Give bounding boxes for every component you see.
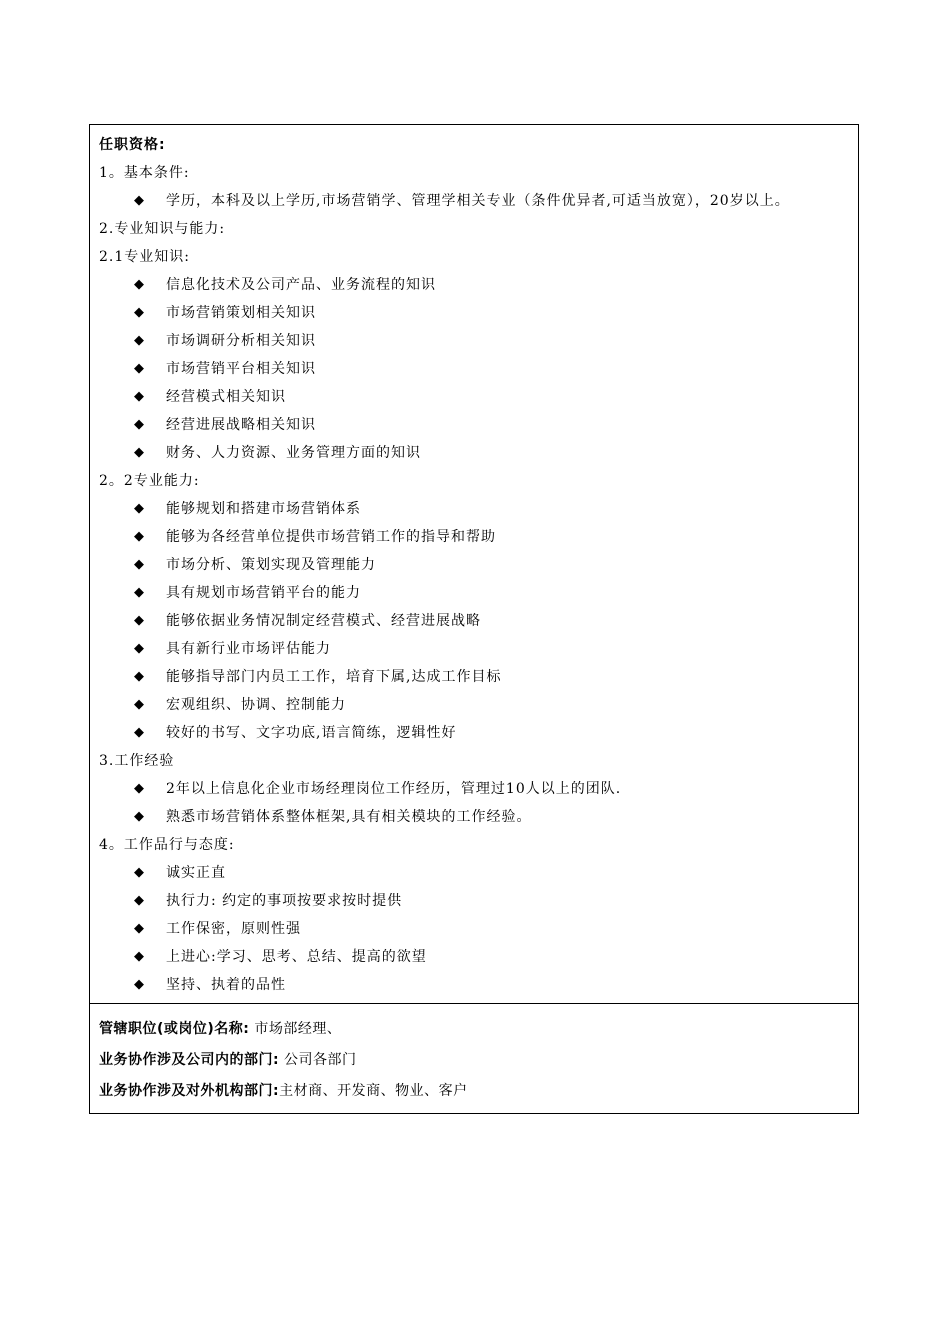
list-item [90, 803, 858, 831]
knowledge-heading: 2.1专业知识: [99, 249, 190, 265]
list-item-text: 能够依据业务情况制定经营模式、经营进展战略 [166, 613, 481, 629]
diamond-bullet-icon: ◆ [134, 585, 145, 600]
managed-position-value: 市场部经理、 [249, 1021, 342, 1037]
list-item [90, 607, 858, 635]
list-item [90, 495, 858, 523]
list-item-text: 能够规划和搭建市场营销体系 [166, 501, 361, 517]
list-item-text: 具有规划市场营销平台的能力 [166, 585, 361, 601]
list-item [90, 439, 858, 467]
basic-item [90, 187, 858, 215]
diamond-bullet-icon: ◆ [134, 641, 145, 656]
list-item [90, 859, 858, 887]
conduct-heading: 4。工作品行与态度: [99, 837, 235, 853]
list-item-text: 执行力: 约定的事项按要求按时提供 [166, 893, 403, 909]
list-item [90, 271, 858, 299]
list-item [90, 971, 858, 999]
internal-departments-row [90, 1045, 858, 1076]
managed-position-row [90, 1014, 858, 1045]
list-item-text: 市场分析、策划实现及管理能力 [166, 557, 376, 573]
external-departments-value: 主材商、开发商、物业、客户 [279, 1083, 468, 1099]
list-item [90, 663, 858, 691]
diamond-bullet-icon: ◆ [134, 361, 145, 376]
diamond-bullet-icon: ◆ [134, 389, 145, 404]
diamond-bullet-icon: ◆ [134, 697, 145, 712]
experience-list [90, 775, 858, 831]
diamond-bullet-icon: ◆ [134, 921, 145, 936]
diamond-bullet-icon: ◆ [134, 669, 145, 684]
list-item-text: 2年以上信息化企业市场经理岗位工作经历，管理过10人以上的团队. [166, 781, 622, 797]
list-item-text: 熟悉市场营销体系整体框架,具有相关模块的工作经验。 [166, 809, 532, 825]
knowledge-list [90, 271, 858, 467]
diamond-bullet-icon: ◆ [134, 613, 145, 628]
list-item-text: 具有新行业市场评估能力 [166, 641, 331, 657]
external-departments-row [90, 1076, 858, 1107]
diamond-bullet-icon: ◆ [134, 725, 145, 740]
list-item-text: 能够指导部门内员工工作，培育下属,达成工作目标 [166, 669, 502, 685]
ability-list [90, 495, 858, 747]
list-item [90, 635, 858, 663]
experience-heading: 3.工作经验 [99, 753, 175, 769]
diamond-bullet-icon: ◆ [134, 949, 145, 964]
ability-heading: 2。2专业能力: [99, 473, 200, 489]
list-item [90, 943, 858, 971]
list-item-text: 信息化技术及公司产品、业务流程的知识 [166, 277, 436, 293]
list-item [90, 355, 858, 383]
diamond-bullet-icon: ◆ [134, 305, 145, 320]
diamond-bullet-icon: ◆ [134, 781, 145, 796]
internal-departments-label: 业务协作涉及公司内的部门: [99, 1052, 280, 1068]
list-item-text: 市场营销平台相关知识 [166, 361, 316, 377]
list-item-text: 上进心:学习、思考、总结、提高的欲望 [166, 949, 427, 965]
list-item-text: 坚持、执着的品性 [166, 977, 286, 993]
list-item-text: 宏观组织、协调、控制能力 [166, 697, 346, 713]
list-item [90, 551, 858, 579]
position-info-section [90, 1003, 858, 1113]
knowledge-ability-heading: 2.专业知识与能力: [99, 221, 226, 237]
list-item [90, 719, 858, 747]
managed-position-label: 管辖职位(或岗位)名称: [99, 1021, 250, 1037]
basic-item-text: 学历，本科及以上学历,市场营销学、管理学相关专业（条件优异者,可适当放宽），20岁以上。 [166, 193, 790, 209]
diamond-bullet-icon: ◆ [134, 529, 145, 544]
qualification-table [89, 124, 859, 1114]
list-item [90, 691, 858, 719]
list-item [90, 775, 858, 803]
basic-heading: 1。基本条件: [99, 165, 190, 181]
internal-departments-value: 公司各部门 [279, 1052, 357, 1068]
diamond-bullet-icon: ◆ [134, 501, 145, 516]
list-item-text: 能够为各经营单位提供市场营销工作的指导和帮助 [166, 529, 496, 545]
diamond-bullet-icon: ◆ [134, 417, 145, 432]
list-item [90, 915, 858, 943]
list-item-text: 经营模式相关知识 [166, 389, 286, 405]
list-item-text: 较好的书写、文字功底,语言简练，逻辑性好 [166, 725, 457, 741]
list-item [90, 579, 858, 607]
list-item [90, 887, 858, 915]
diamond-bullet-icon: ◆ [134, 977, 145, 992]
qualification-title: 任职资格: [99, 137, 166, 153]
diamond-bullet-icon: ◆ [134, 893, 145, 908]
list-item [90, 523, 858, 551]
list-item-text: 工作保密，原则性强 [166, 921, 301, 937]
list-item [90, 383, 858, 411]
diamond-bullet-icon: ◆ [134, 445, 145, 460]
list-item-text: 市场调研分析相关知识 [166, 333, 316, 349]
conduct-list [90, 859, 858, 999]
list-item [90, 411, 858, 439]
diamond-bullet-icon: ◆ [134, 865, 145, 880]
diamond-bullet-icon: ◆ [134, 333, 145, 348]
list-item [90, 327, 858, 355]
list-item-text: 市场营销策划相关知识 [166, 305, 316, 321]
diamond-bullet-icon: ◆ [134, 193, 145, 208]
qualification-section [90, 125, 858, 1003]
list-item-text: 经营进展战略相关知识 [166, 417, 316, 433]
list-item [90, 299, 858, 327]
diamond-bullet-icon: ◆ [134, 809, 145, 824]
external-departments-label: 业务协作涉及对外机构部门: [99, 1083, 280, 1099]
list-item-text: 财务、人力资源、业务管理方面的知识 [166, 445, 421, 461]
diamond-bullet-icon: ◆ [134, 557, 145, 572]
diamond-bullet-icon: ◆ [134, 277, 145, 292]
list-item-text: 诚实正直 [166, 865, 226, 881]
